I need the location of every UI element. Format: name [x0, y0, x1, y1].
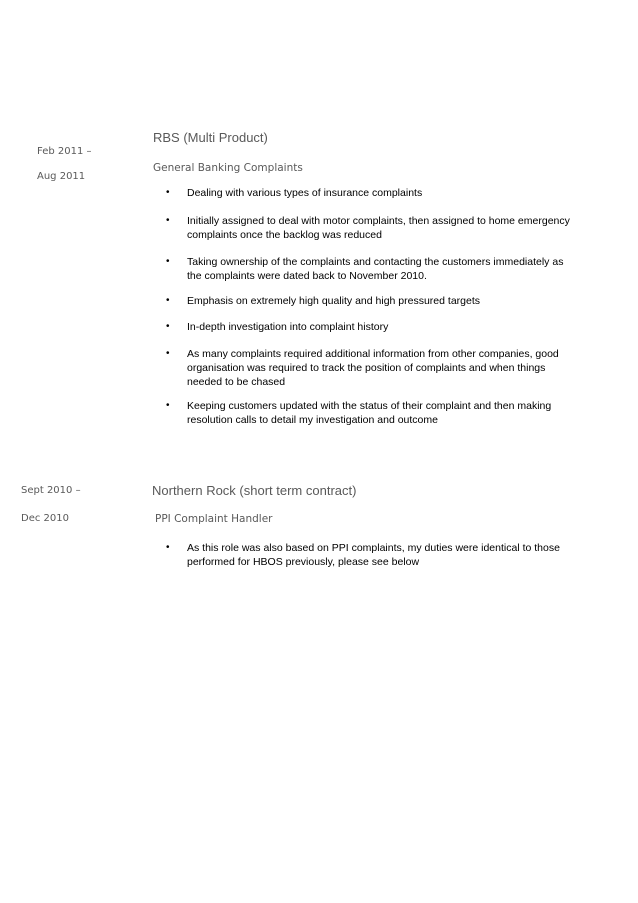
job-date-start: Feb 2011 –: [37, 146, 92, 157]
job-date-start: Sept 2010 –: [21, 485, 81, 496]
bullet-icon: •: [166, 321, 170, 332]
bullet-icon: •: [166, 256, 170, 267]
bullet-icon: •: [166, 215, 170, 226]
bullet-icon: •: [166, 400, 170, 411]
job-bullet: Dealing with various types of insurance complaints: [187, 187, 423, 199]
job-bullet: Initially assigned to deal with motor complaints, then assigned to home emergency complaints once the backlog was reduced: [187, 215, 570, 241]
job-role: PPI Complaint Handler: [155, 513, 273, 525]
job-company: Northern Rock (short term contract): [152, 483, 357, 498]
bullet-icon: •: [166, 295, 170, 306]
job-company: RBS (Multi Product): [153, 130, 268, 145]
job-bullet: As this role was also based on PPI complaints, my duties were identical to those performed for HBOS previously, please see below: [187, 542, 560, 568]
job-date-end: Aug 2011: [37, 171, 86, 182]
job-bullet: As many complaints required additional information from other companies, good organisation was required to track the position of complaints and when things needed to be chased: [187, 348, 559, 388]
bullet-icon: •: [166, 187, 170, 198]
job-role: General Banking Complaints: [153, 162, 303, 174]
job-bullet: Emphasis on extremely high quality and high pressured targets: [187, 295, 480, 307]
bullet-icon: •: [166, 542, 170, 553]
job-bullet: In-depth investigation into complaint history: [187, 321, 389, 333]
job-bullet: Taking ownership of the complaints and contacting the customers immediately as the complaints were dated back to November 2010.: [187, 256, 564, 282]
job-date-end: Dec 2010: [21, 513, 69, 524]
job-bullet: Keeping customers updated with the status of their complaint and then making resolution calls to detail my investigation and outcome: [187, 400, 552, 426]
bullet-icon: •: [166, 348, 170, 359]
